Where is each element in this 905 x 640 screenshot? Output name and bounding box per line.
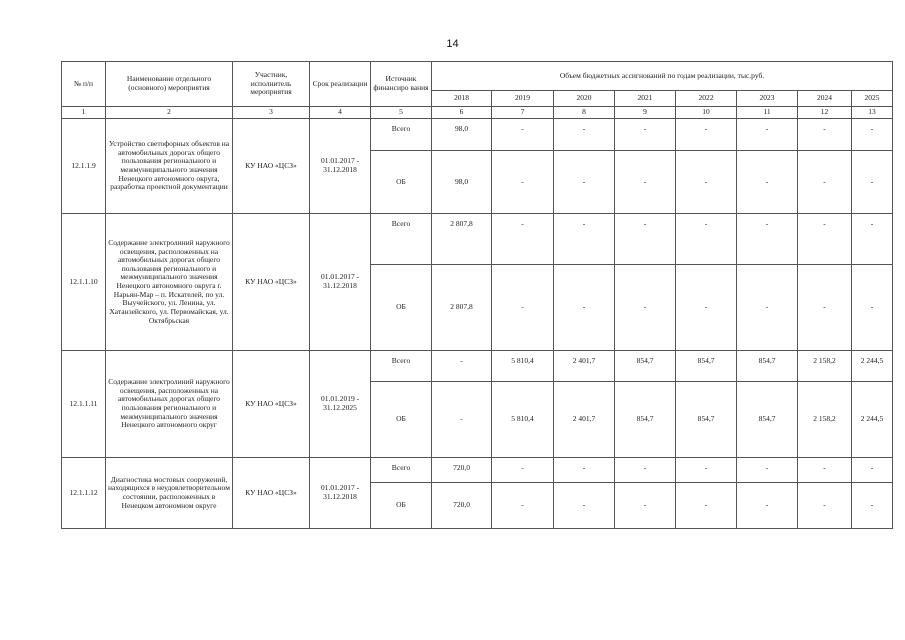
header-row <box>62 62 893 91</box>
budget-value: 854,7 <box>737 382 798 458</box>
header-participant: Участник, исполнитель мероприятия <box>233 62 310 107</box>
budget-value: - <box>852 151 893 214</box>
budget-value: - <box>615 265 676 351</box>
budget-value: 2 807,8 <box>432 265 492 351</box>
table-row <box>62 119 893 151</box>
budget-value: - <box>737 265 798 351</box>
budget-value: 2 158,2 <box>798 351 852 382</box>
column-index: 2 <box>106 107 233 119</box>
participant: КУ НАО «ЦСЗ» <box>233 351 310 458</box>
budget-value: - <box>492 119 554 151</box>
year-header: 2018 <box>432 91 492 107</box>
period: 01.01.2017 - 31.12.2018 <box>310 458 371 529</box>
year-header: 2023 <box>737 91 798 107</box>
budget-table <box>61 61 893 529</box>
measure-name: Устройство светофорных объектов на автомобильных дорогах общего пользования регионального и межмуниципального значения Ненецкого автономного округа, разработка проектной документации <box>106 119 233 214</box>
column-index: 7 <box>492 107 554 119</box>
column-index: 3 <box>233 107 310 119</box>
header-num: № п/п <box>62 62 106 107</box>
budget-value: - <box>615 151 676 214</box>
budget-value: 854,7 <box>615 382 676 458</box>
budget-value: 2 401,7 <box>554 382 615 458</box>
budget-value: 720,0 <box>432 483 492 529</box>
measure-name: Содержание электролиний наружного освещения, расположенных на автомобильных дорогах общего пользования регионального и межмуниципального значения Ненецкого автономного округ <box>106 351 233 458</box>
funding-source: Всего <box>371 119 432 151</box>
budget-value: - <box>554 151 615 214</box>
participant: КУ НАО «ЦСЗ» <box>233 119 310 214</box>
period: 01.01.2017 - 31.12.2018 <box>310 119 371 214</box>
period: 01.01.2017 - 31.12.2018 <box>310 214 371 351</box>
year-header: 2020 <box>554 91 615 107</box>
budget-value: - <box>737 214 798 265</box>
budget-value: - <box>676 119 737 151</box>
budget-value: 2 401,7 <box>554 351 615 382</box>
budget-value: - <box>852 119 893 151</box>
budget-value: - <box>737 483 798 529</box>
period: 01.01.2019 - 31.12.2025 <box>310 351 371 458</box>
measure-name: Диагностика мостовых сооружений, находящихся в неудовлетворительном состоянии, расположенных в Ненецком автономном округе <box>106 458 233 529</box>
budget-value: 854,7 <box>737 351 798 382</box>
header-volume: Объем бюджетных ассигнований по годам реализации, тыс.руб. <box>432 62 893 91</box>
budget-value: - <box>615 214 676 265</box>
budget-value: - <box>676 483 737 529</box>
budget-value: 5 810,4 <box>492 351 554 382</box>
year-header: 2024 <box>798 91 852 107</box>
index-row <box>62 107 893 119</box>
funding-source: ОБ <box>371 151 432 214</box>
budget-value: - <box>798 265 852 351</box>
budget-value: 854,7 <box>676 351 737 382</box>
budget-value: - <box>852 265 893 351</box>
budget-value: - <box>492 458 554 483</box>
funding-source: ОБ <box>371 483 432 529</box>
column-index: 8 <box>554 107 615 119</box>
year-header: 2019 <box>492 91 554 107</box>
participant: КУ НАО «ЦСЗ» <box>233 458 310 529</box>
header-name: Наименование отдельного (основного) мероприятия <box>106 62 233 107</box>
budget-value: - <box>737 119 798 151</box>
budget-value: - <box>492 483 554 529</box>
column-index: 5 <box>371 107 432 119</box>
budget-value: - <box>615 458 676 483</box>
column-index: 1 <box>62 107 106 119</box>
budget-value: - <box>798 483 852 529</box>
table-row <box>62 351 893 382</box>
budget-value: - <box>676 458 737 483</box>
budget-value: - <box>554 483 615 529</box>
row-number: 12.1.1.12 <box>62 458 106 529</box>
budget-value: 2 158,2 <box>798 382 852 458</box>
budget-value: 98,0 <box>432 151 492 214</box>
budget-value: - <box>432 382 492 458</box>
budget-value: - <box>615 483 676 529</box>
budget-value: 98,0 <box>432 119 492 151</box>
column-index: 9 <box>615 107 676 119</box>
budget-value: 2 244,5 <box>852 382 893 458</box>
year-header: 2021 <box>615 91 676 107</box>
budget-value: - <box>432 351 492 382</box>
budget-value: - <box>492 265 554 351</box>
budget-value: 720,0 <box>432 458 492 483</box>
row-number: 12.1.1.10 <box>62 214 106 351</box>
measure-name: Содержание электролиний наружного освещения, расположенных на автомобильных дорогах общего пользования регионального и межмуниципального значения Ненецкого автономного округа г. Нарьян-Мар – п. Искателей, по ул. Выучейского, ул. Ленина, ул. Хатанзейского, ул. Первомайская, ул. Октябрьская <box>106 214 233 351</box>
page-number: 14 <box>446 38 459 50</box>
column-index: 6 <box>432 107 492 119</box>
funding-source: ОБ <box>371 265 432 351</box>
budget-value: - <box>798 119 852 151</box>
budget-value: - <box>798 214 852 265</box>
budget-value: 854,7 <box>676 382 737 458</box>
column-index: 11 <box>737 107 798 119</box>
funding-source: ОБ <box>371 382 432 458</box>
budget-value: 854,7 <box>615 351 676 382</box>
budget-value: 2 807,8 <box>432 214 492 265</box>
budget-value: - <box>798 458 852 483</box>
row-number: 12.1.1.11 <box>62 351 106 458</box>
budget-value: - <box>492 214 554 265</box>
column-index: 4 <box>310 107 371 119</box>
row-number: 12.1.1.9 <box>62 119 106 214</box>
budget-value: - <box>737 458 798 483</box>
funding-source: Всего <box>371 458 432 483</box>
participant: КУ НАО «ЦСЗ» <box>233 214 310 351</box>
budget-value: - <box>676 265 737 351</box>
budget-value: - <box>492 151 554 214</box>
budget-value: - <box>615 119 676 151</box>
budget-value: - <box>852 214 893 265</box>
budget-value: - <box>554 458 615 483</box>
column-index: 13 <box>852 107 893 119</box>
budget-value: 2 244,5 <box>852 351 893 382</box>
funding-source: Всего <box>371 214 432 265</box>
budget-value: - <box>852 483 893 529</box>
table-row <box>62 214 893 265</box>
budget-value: - <box>852 458 893 483</box>
budget-value: 5 810,4 <box>492 382 554 458</box>
column-index: 10 <box>676 107 737 119</box>
table-row <box>62 458 893 483</box>
funding-source: Всего <box>371 351 432 382</box>
header-source: Источник финансиро вания <box>371 62 432 107</box>
year-header: 2022 <box>676 91 737 107</box>
header-period: Срок реализации <box>310 62 371 107</box>
budget-value: - <box>554 119 615 151</box>
budget-value: - <box>554 265 615 351</box>
year-header: 2025 <box>852 91 893 107</box>
budget-value: - <box>798 151 852 214</box>
budget-value: - <box>676 214 737 265</box>
budget-value: - <box>737 151 798 214</box>
budget-value: - <box>554 214 615 265</box>
column-index: 12 <box>798 107 852 119</box>
budget-value: - <box>676 151 737 214</box>
